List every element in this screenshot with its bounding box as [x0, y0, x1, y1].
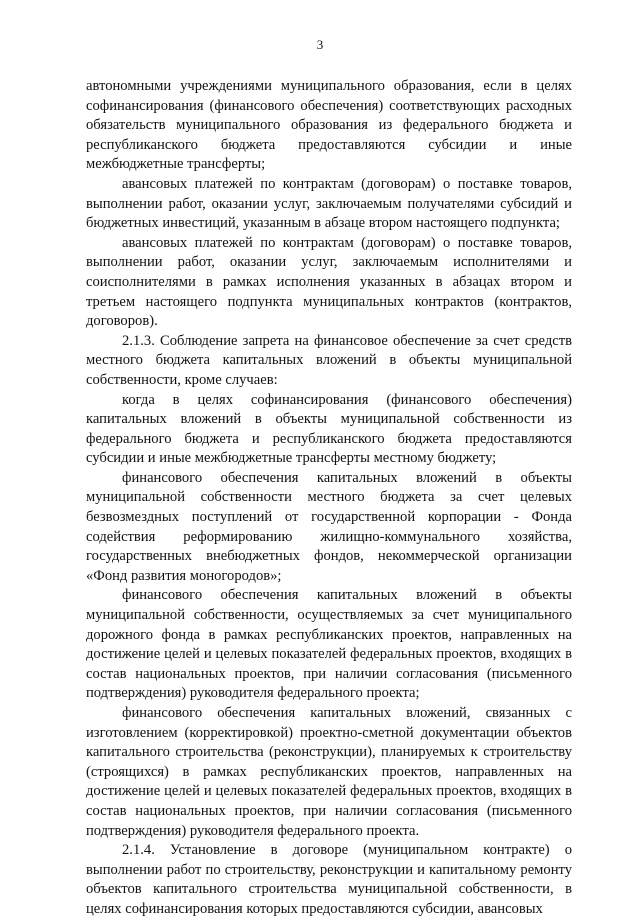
page-number: 3	[316, 37, 324, 52]
paragraph: финансового обеспечения капитальных вложений, связанных с изготовлением (корректировкой) проектно-сметной документации объектов капитального строительства (реконструкции), планируемых к строительству (строящихся) в рамках республиканских проектов, направленных на достижение целей и целевых показателей федеральных проектов, входящих в состав национальных проектов, при наличии согласования (письменного подтверждения) руководителя федерального проекта.	[86, 705, 572, 839]
paragraph-continuation: автономными учреждениями муниципального образования, если в целях софинансирования (финансового обеспечения) соответствующих расходных обязательств муниципального образования из федерального бюджета и республиканского бюджета предоставляются субсидии и иные межбюджетные трансферты;	[86, 78, 572, 173]
document-body	[86, 77, 572, 920]
paragraph: авансовых платежей по контрактам (договорам) о поставке товаров, выполнении работ, оказании услуг, заключаемым получателями субсидий и бюджетных инвестиций, указанным в абзаце втором настоящего подпункта;	[86, 175, 572, 232]
paragraph-clause-2-1-3: 2.1.3. Соблюдение запрета на финансовое обеспечение за счет средств местного бюджета капитальных вложений в объекты муниципальной собственности, кроме случаев:	[86, 332, 572, 388]
paragraph-clause-2-1-4: 2.1.4. Установление в договоре (муниципальном контракте) о выполнении работ по строительству, реконструкции и капитальному ремонту объектов капитального строительства муниципальной собственности, в целях софинансирования которых предоставляются субсидии, авансовых	[86, 842, 572, 917]
paragraph: авансовых платежей по контрактам (договорам) о поставке товаров, выполнении работ, оказании услуг, заключаемым исполнителями и соисполнителями в рамках исполнения указанных в абзацах втором и третьем настоящего подпункта муниципальных контрактов (контрактов, договоров).	[86, 234, 572, 330]
paragraph: финансового обеспечения капитальных вложений в объекты муниципальной собственности местного бюджета за счет целевых безвозмездных поступлений от государственной корпорации - Фонда содействия реформированию жилищно-коммунального хозяйства, государственных внебюджетных фондов, некоммерческой организации «Фонд развития моногородов»;	[86, 469, 572, 584]
paragraph: финансового обеспечения капитальных вложений в объекты муниципальной собственности, осуществляемых за счет муниципального дорожного фонда в рамках республиканских проектов, направленных на достижение целей и целевых показателей федеральных проектов, входящих в состав национальных проектов, при наличии согласования (письменного подтверждения) руководителя федерального проекта;	[86, 587, 572, 702]
paragraph: когда в целях софинансирования (финансового обеспечения) капитальных вложений в объекты муниципальной собственности из федерального бюджета и республиканского бюджета предоставляются субсидии и иные межбюджетные трансферты местному бюджету;	[86, 391, 572, 467]
